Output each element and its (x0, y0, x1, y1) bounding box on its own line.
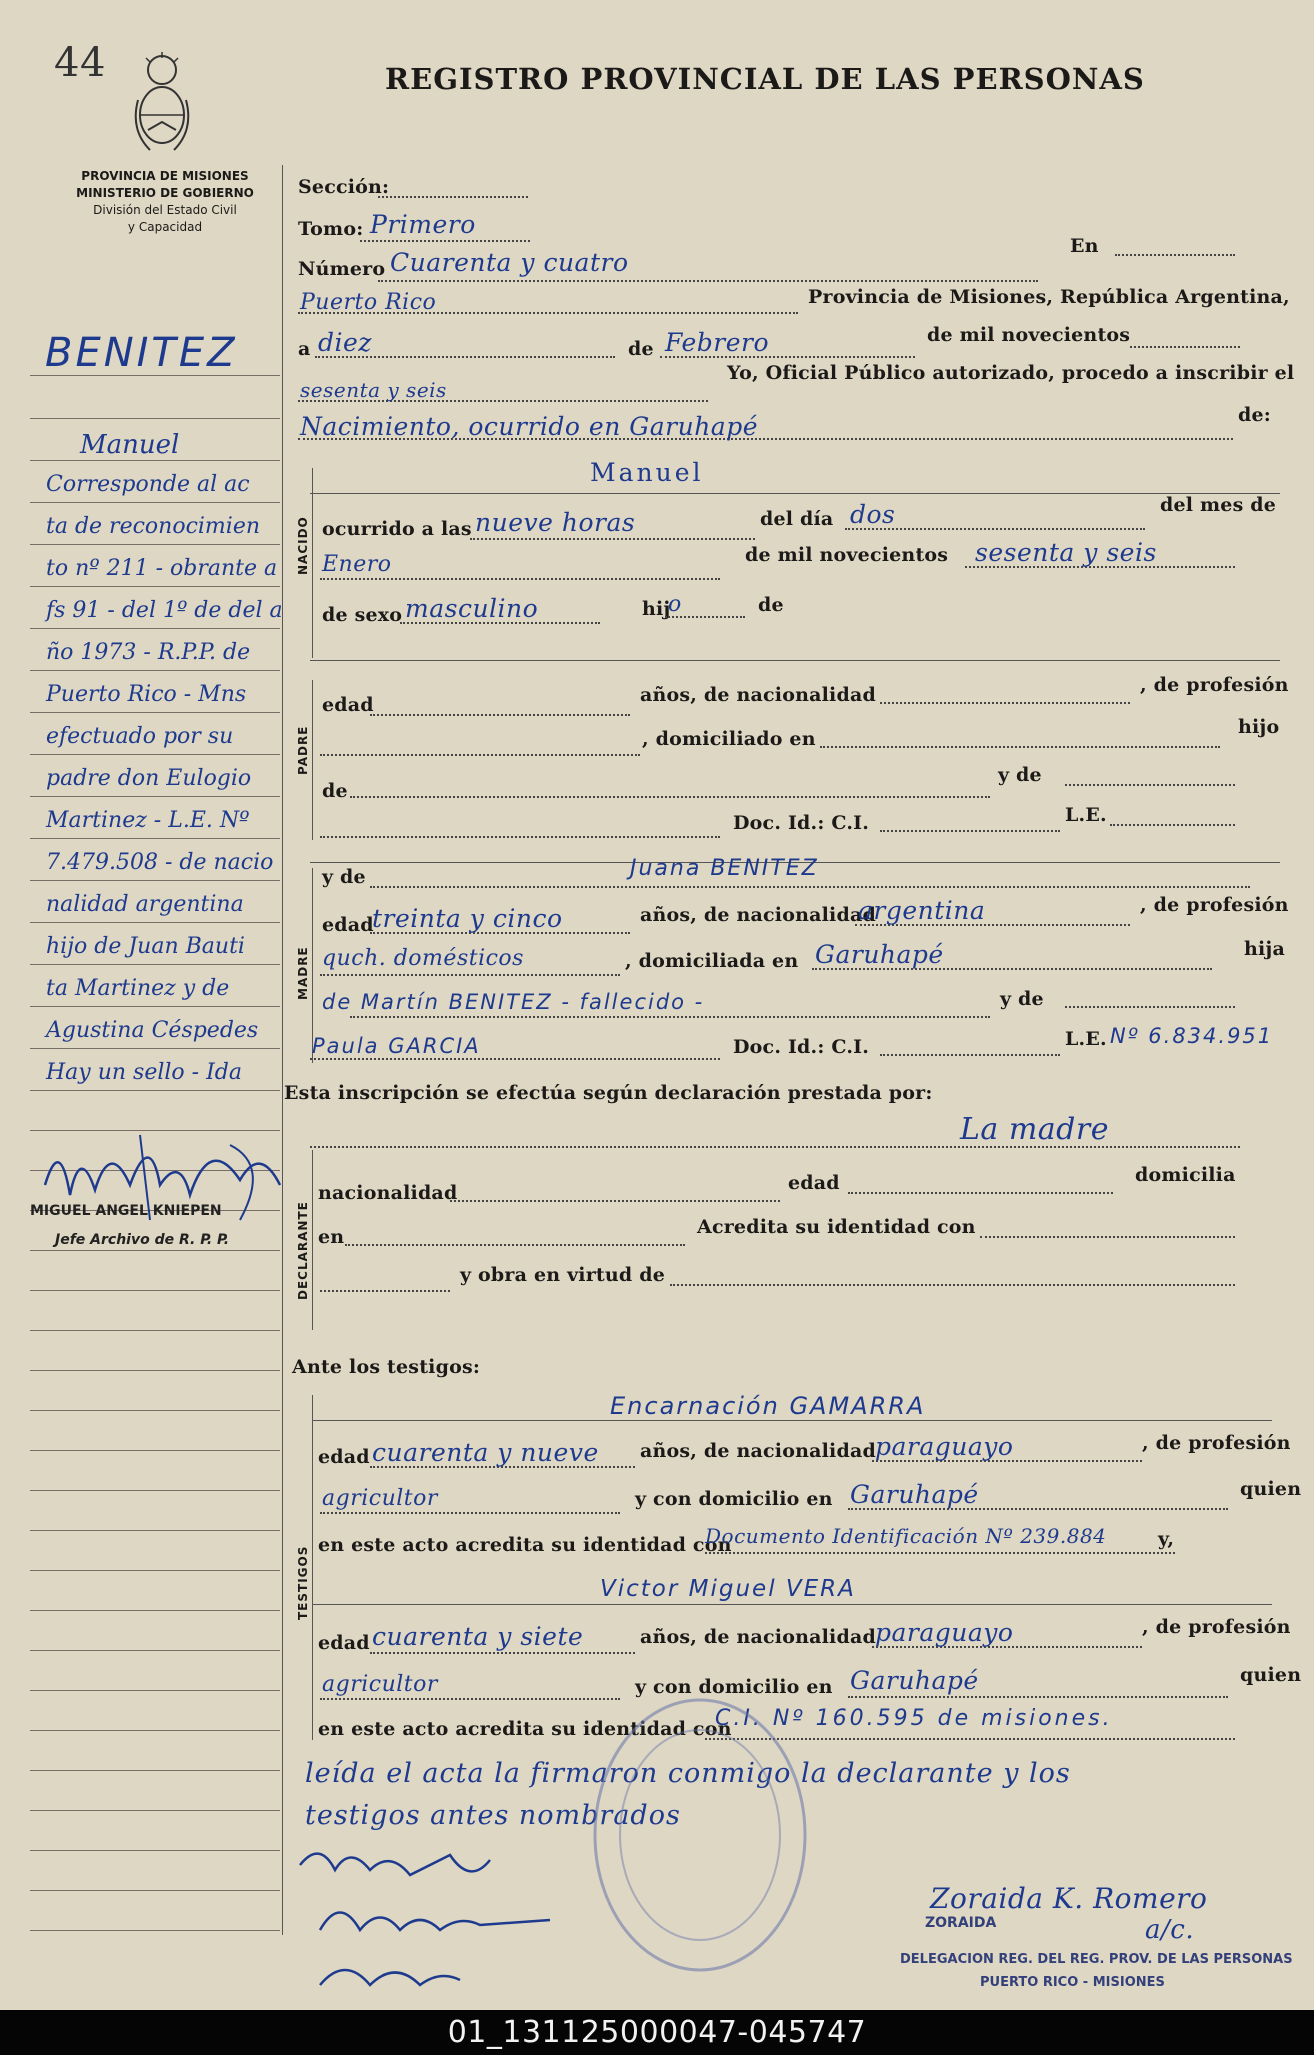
testigo1-acredita-line (705, 1552, 1175, 1554)
madre-domicilio-value: Garuhapé (815, 940, 944, 969)
madre-profesion-value: quch. domésticos (322, 946, 524, 971)
padre-section-label: PADRE (296, 725, 310, 775)
margin-note-line: ta Martinez y de (46, 976, 230, 1001)
testigo2-quien-label: quien (1240, 1664, 1302, 1686)
margin-note-line: nalidad argentina (46, 892, 244, 917)
madre-edad-value: treinta y cinco (372, 904, 563, 933)
page-number: 44 (54, 40, 106, 86)
declaracion-text: Esta inscripción se efectúa según declaración prestada por: (284, 1082, 933, 1104)
testigo1-y-label: y, (1158, 1528, 1175, 1550)
testigos-section-label: TESTIGOS (296, 1545, 310, 1620)
month-prefix-label: de (628, 338, 654, 360)
padre-grandmother-line (320, 836, 720, 838)
nacido-section-label: NACIDO (296, 516, 310, 575)
declarante-nacionalidad-label: nacionalidad (318, 1182, 458, 1204)
a-label: a (298, 338, 311, 360)
sexo-value: masculino (405, 594, 539, 623)
year-value: sesenta y seis (300, 378, 447, 402)
seccion-field (378, 196, 528, 198)
en-label: En (1070, 235, 1099, 257)
declarante-obra-line (670, 1284, 1235, 1286)
testigo1-edad-label: edad (318, 1446, 370, 1468)
testigo1-name: Encarnación GAMARRA (610, 1392, 926, 1420)
margin-signer-title: Jefe Archivo de R. P. P. (55, 1232, 230, 1248)
nacido-name: Manuel (590, 458, 704, 487)
declarante-section-label: DECLARANTE (296, 1201, 310, 1300)
nacido-rule (310, 493, 1280, 494)
mes-field-line (320, 578, 720, 580)
issuer-division: División del Estado Civil (93, 203, 237, 217)
declarante-domicilia-label: domicilia (1135, 1164, 1236, 1186)
issuer-block (55, 168, 275, 236)
padre-hijo-label: hijo (1238, 716, 1280, 738)
testigo1-anios-label: años, de nacionalidad (640, 1440, 876, 1462)
closing-line-1: leída el acta la firmaron conmigo la declarante y los (305, 1758, 1071, 1789)
numero-value: Cuarenta y cuatro (390, 248, 629, 277)
testigo2-profesion-label: , de profesión (1142, 1616, 1291, 1638)
madre-ci-line (880, 1054, 1060, 1056)
padre-profesion-line (320, 754, 640, 756)
madre-le-value: Nº 6.834.951 (1110, 1024, 1274, 1048)
testigo1-domicilio-label: y con domicilio en (635, 1488, 833, 1510)
official-seal-icon (585, 1690, 815, 1980)
mes-value: Enero (322, 552, 392, 577)
declarante-doc-line (320, 1290, 450, 1292)
issuer-province: PROVINCIA DE MISIONES (81, 169, 249, 183)
margin-note-line: Hay un sello - Ida (46, 1060, 242, 1085)
testigo2-domicilio-value: Garuhapé (850, 1666, 979, 1695)
hij-field-line (665, 616, 745, 618)
padre-de-label: de (322, 780, 348, 802)
declarante-acredita-line (980, 1236, 1235, 1238)
padre-parents-line (350, 796, 990, 798)
official-stamp-line-1: DELEGACION REG. DEL REG. PROV. DE LAS PERSONAS (900, 1952, 1293, 1967)
declarante-bracket (312, 1150, 313, 1330)
place-value: Puerto Rico (300, 290, 437, 315)
testigo1-quien-label: quien (1240, 1478, 1302, 1500)
hij-label: hij (642, 598, 671, 620)
testigo1-nacionalidad-value: paraguayo (875, 1432, 1014, 1461)
testigo2-name: Victor Miguel VERA (600, 1576, 856, 1602)
hij-value: o (668, 592, 682, 617)
madre-name: Juana BENITEZ (630, 856, 819, 881)
ante-testigos-label: Ante los testigos: (292, 1356, 481, 1378)
nacido-bracket (312, 468, 313, 658)
declarante-nacionalidad-line (450, 1200, 780, 1202)
mil-novecientos-label-2: de mil novecientos (745, 544, 949, 566)
madre-y-de-2-label: y de (1000, 988, 1044, 1010)
oficial-text: Yo, Oficial Público autorizado, procedo a inscribir el (727, 362, 1295, 384)
issuer-ministry: MINISTERIO DE GOBIERNO (76, 186, 254, 200)
ocurrido-label: ocurrido a las (322, 518, 472, 540)
month-value: Febrero (665, 328, 770, 357)
padre-anios-label: años, de nacionalidad (640, 684, 876, 706)
margin-note (46, 472, 283, 1102)
dia-value: dos (850, 500, 896, 529)
margin-signer-name: MIGUEL ANGEL KNIEPEN (30, 1203, 222, 1219)
margin-note-line: Corresponde al ac (46, 472, 250, 497)
declarante-domicilio-line (345, 1244, 685, 1246)
margin-note-line: Martinez - L.E. Nº (46, 808, 250, 833)
madre-le-label: L.E. (1065, 1028, 1107, 1050)
madre-domiciliada-label: , domiciliada en (625, 950, 799, 972)
margin-note-line: hijo de Juan Bauti (46, 934, 245, 959)
declarante-en-label: en (318, 1226, 345, 1248)
madre-profesion-line (320, 974, 620, 976)
sexo-label: de sexo (322, 604, 403, 626)
numero-label: Número (298, 258, 386, 280)
padre-edad-line (370, 714, 630, 716)
margin-note-line: 7.479.508 - de nacio (46, 850, 274, 875)
province-text: Provincia de Misiones, República Argentina, (808, 286, 1290, 308)
padre-domicilio-line (820, 746, 1220, 748)
nacido-de-label: de (758, 594, 784, 616)
testigo2-domicilio-label: y con domicilio en (635, 1676, 833, 1698)
declarante-acredita-label: Acredita su identidad con (697, 1216, 976, 1238)
testigo1-domicilio-value: Garuhapé (850, 1480, 979, 1509)
tomo-value: Primero (370, 210, 476, 239)
madre-section-label: MADRE (296, 946, 310, 1000)
testigo2-name-line (312, 1604, 1272, 1605)
hora-field-line (470, 538, 755, 540)
testigo1-edad-value: cuarenta y nueve (372, 1438, 599, 1467)
padre-profesion-label: , de profesión (1140, 674, 1289, 696)
padre-doc-label: Doc. Id.: C.I. (733, 812, 870, 834)
document-title: REGISTRO PROVINCIAL DE LAS PERSONAS (385, 62, 1145, 96)
testigo2-acredita-value: C.I. Nº 160.595 de misiones. (715, 1706, 1113, 1731)
mil-novecientos-label: de mil novecientos (927, 324, 1131, 346)
madre-y-de-label: y de (322, 866, 366, 888)
declarante-edad-line (848, 1192, 1113, 1194)
padre-le-label: L.E. (1065, 804, 1107, 826)
issuer-capacity: y Capacidad (127, 220, 203, 234)
margin-note-line: ño 1973 - R.P.P. de (46, 640, 251, 665)
testigo2-edad-value: cuarenta y siete (372, 1622, 584, 1651)
madre-name-line (370, 886, 1250, 888)
official-signature: Zoraida K. Romero (930, 1882, 1208, 1915)
padre-top-rule (310, 660, 1280, 661)
madre-mother-line (1065, 1006, 1235, 1008)
anio-value: sesenta y seis (975, 538, 1157, 567)
madre-madre-value: Paula GARCIA (312, 1034, 481, 1058)
testigo2-acredita-label: en este acto acredita su identidad con (318, 1718, 732, 1740)
margin-note-line: Agustina Céspedes (46, 1018, 259, 1043)
padre-nacionalidad-line (880, 702, 1130, 704)
margin-note-line: fs 91 - del 1º de del a (46, 598, 283, 623)
official-stamp-line-2: PUERTO RICO - MISIONES (980, 1975, 1165, 1990)
testigo2-profesion-line (320, 1698, 620, 1700)
numero-field-line (378, 280, 1038, 282)
de-colon-label: de: (1238, 404, 1271, 426)
testigo2-profesion-value: agricultor (322, 1672, 438, 1697)
testigo2-anios-label: años, de nacionalidad (640, 1626, 876, 1648)
margin-note-line: padre don Eulogio (46, 766, 252, 791)
margin-note-line: Puerto Rico - Mns (46, 682, 247, 707)
madre-padre-value: de Martín BENITEZ - fallecido - (322, 990, 705, 1014)
madre-anios-label: años, de nacionalidad (640, 904, 876, 926)
tomo-label: Tomo: (298, 218, 364, 240)
madre-nacionalidad-value: argentina (858, 896, 986, 925)
padre-edad-label: edad (322, 694, 374, 716)
padre-bracket (312, 680, 313, 840)
day-value: diez (318, 328, 372, 357)
testigo1-acredita-label: en este acto acredita su identidad con (318, 1534, 732, 1556)
del-mes-label: del mes de (1160, 494, 1277, 516)
hora-value: nueve horas (475, 508, 636, 537)
declarante-obra-label: y obra en virtud de (460, 1264, 665, 1286)
testigos-bracket (312, 1395, 313, 1740)
official-stamp-name: ZORAIDA (925, 1915, 997, 1931)
padre-ci-line (880, 830, 1060, 832)
madre-hija-label: hija (1244, 938, 1286, 960)
witness-signatures-icon (290, 1835, 590, 2005)
declarante-edad-label: edad (788, 1172, 840, 1194)
testigo1-profesion-label: , de profesión (1142, 1432, 1291, 1454)
madre-edad-label: edad (322, 914, 374, 936)
margin-surname: BENITEZ (45, 330, 238, 376)
margin-given-name: Manuel (80, 430, 180, 460)
padre-y-de-label: y de (998, 764, 1042, 786)
coat-of-arms-icon (130, 50, 194, 160)
margin-note-line: efectuado por su (46, 724, 234, 749)
official-note: a/c. (1145, 1915, 1195, 1945)
testigo2-domicilio-line (848, 1696, 1228, 1698)
testigo1-acredita-value: Documento Identificación Nº 239.884 (705, 1524, 1107, 1548)
padre-le-line (1110, 824, 1235, 826)
year-tail-line (1130, 346, 1240, 348)
image-identifier: 01_131125000047-045747 (0, 2010, 1314, 2055)
padre-mother-line (1065, 784, 1235, 786)
seccion-label: Sección: (298, 176, 390, 198)
padre-domiciliado-label: , domiciliado en (642, 728, 816, 750)
testigo1-profesion-line (320, 1512, 620, 1514)
tomo-field-line (360, 240, 530, 242)
margin-note-line: ta de reconocimien (46, 514, 261, 539)
closing-line-2: testigos antes nombrados (305, 1800, 681, 1831)
acto-value: Nacimiento, ocurrido en Garuhapé (300, 412, 758, 441)
madre-doc-label: Doc. Id.: C.I. (733, 1036, 870, 1058)
margin-note-line: to nº 211 - obrante a (46, 556, 278, 581)
del-dia-label: del día (760, 508, 834, 530)
testigo1-profesion-value: agricultor (322, 1486, 438, 1511)
testigo2-edad-line (370, 1652, 635, 1654)
madre-parents-line (350, 1016, 990, 1018)
testigo2-edad-label: edad (318, 1632, 370, 1654)
declarante-value: La madre (960, 1112, 1109, 1147)
testigo1-name-line (312, 1420, 1272, 1421)
madre-grandmother-line (310, 1058, 720, 1060)
testigo2-nacionalidad-value: paraguayo (875, 1618, 1014, 1647)
en-field-line (1115, 254, 1235, 256)
madre-profesion-label: , de profesión (1140, 894, 1289, 916)
